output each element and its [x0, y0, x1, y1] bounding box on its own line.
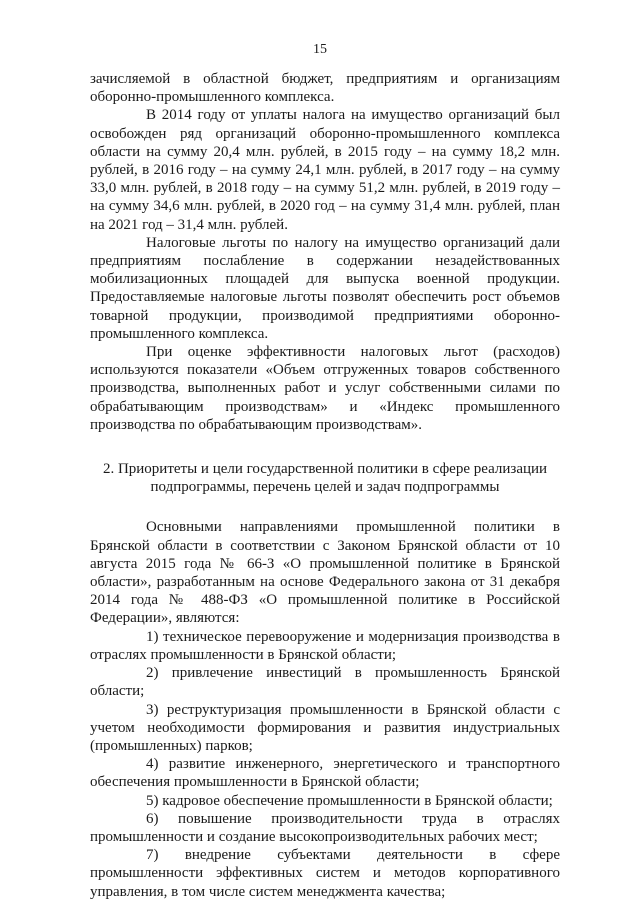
paragraph-policy-directions: Основными направлениями промышленной политики в Брянской области в соответствии с Законом Брянской области от 10 августа 2015 года № 66-З «О промышленной политике в Брянской области», разработанным на основе Федерального закона от 31 декабря 2014 года № 488-ФЗ «О промышленной политике в Российской Федерации», являются: — [90, 519, 560, 627]
paragraph-continuation: зачисляемой в областной бюджет, предприятиям и организациям оборонно-промышленного комплекса. — [90, 71, 560, 106]
paragraph-efficiency-indicators: При оценке эффективности налоговых льгот (расходов) используются показатели «Объем отгруженных товаров собственного производства, выполненных работ и услуг собственными силами по обрабатывающим производствам» и «Индекс промышленного производства по обрабатывающим производствам». — [90, 344, 560, 433]
paragraph-tax-benefits: Налоговые льготы по налогу на имущество организаций дали предприятиям послабление в содержании незадействованных мобилизационных площадей для выпуска военной продукции. Предоставляемые налоговые льготы позволят обеспечить рост объемов товарной продукции, производимой предприятиями оборонно-промышленного комплекса. — [90, 234, 560, 342]
document-body — [90, 70, 560, 901]
list-item-7: 7) внедрение субъектами деятельности в сфере промышленности эффективных систем и методов корпоративного управления, в том числе систем менеджмента качества; — [90, 847, 560, 900]
page-number: 15 — [313, 42, 327, 57]
list-item-1: 1) техническое перевооружение и модернизация производства в отраслях промышленности в Брянской области; — [90, 628, 560, 663]
list-item-4: 4) развитие инженерного, энергетического и транспортного обеспечения промышленности в Брянской области; — [90, 756, 560, 791]
section-heading — [90, 460, 560, 496]
list-item-2: 2) привлечение инвестиций в промышленность Брянской области; — [90, 665, 560, 700]
list-item-3: 3) реструктуризация промышленности в Брянской области с учетом необходимости формирования и развития индустриальных (промышленных) парков; — [90, 701, 560, 754]
paragraph-tax-exemption-amounts: В 2014 году от уплаты налога на имущество организаций был освобожден ряд организаций оборонно-промышленного комплекса области на сумму 20,4 млн. рублей, в 2015 году – на сумму 18,2 млн. рублей, в 2016 году – на сумму 24,1 млн. рублей, в 2017 году – на сумму 33,0 млн. рублей, в 2018 году – на сумму 51,2 млн. рублей, в 2019 году – на сумму 34,6 млн. рублей, в 2020 год – на сумму 31,4 млн. рублей, план на 2021 год – 31,4 млн. рублей. — [90, 107, 560, 233]
section-heading-line-2: подпрограммы, перечень целей и задач подпрограммы — [150, 479, 500, 496]
section-heading-line-1: 2. Приоритеты и цели государственной политики в сфере реализации — [102, 461, 548, 478]
list-item-5: 5) кадровое обеспечение промышленности в Брянской области; — [146, 792, 553, 809]
list-item-6: 6) повышение производительности труда в отраслях промышленности и создание высокопроизводительных рабочих мест; — [90, 810, 560, 845]
